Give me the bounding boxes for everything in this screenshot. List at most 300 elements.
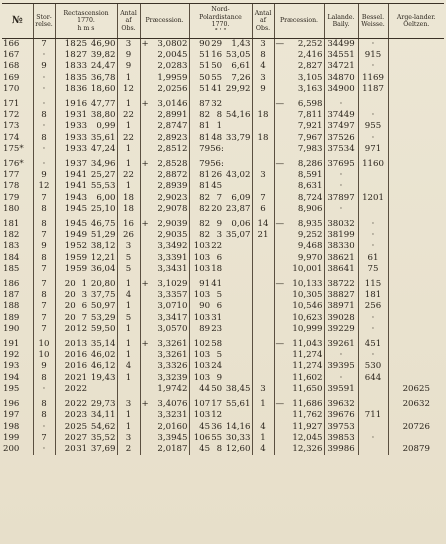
observation-count-obs: 1 <box>125 72 132 83</box>
observation-count-2 <box>252 395 274 410</box>
star-number <box>2 95 33 110</box>
star-number-no: 170 <box>3 83 20 94</box>
magnitude-mag: 7 <box>41 301 47 312</box>
argelander-oeltzen-number <box>388 384 444 395</box>
header-magnitude: Stor-relse. <box>33 4 55 39</box>
star-number-no: 191 <box>3 339 20 350</box>
north-polar-distance <box>189 241 252 252</box>
precession-ra <box>140 361 189 372</box>
precession-ra-p: 3,3357 <box>157 290 188 301</box>
observation-count-obs: 1 <box>125 410 132 421</box>
right-ascension-s: 55,53 <box>90 181 116 192</box>
lalande-baily-number <box>324 324 358 335</box>
magnitude <box>33 84 55 95</box>
north-polar-distance-ds: 38,45 <box>225 383 251 394</box>
lalande-baily-number-lal: · <box>339 372 343 383</box>
observation-count-2-obs2: 3 <box>260 170 266 181</box>
precession-ra-p: 1,9742 <box>157 383 188 394</box>
precession-npd-qs: — <box>275 159 285 170</box>
right-ascension-m: 37 <box>76 159 88 170</box>
argelander-oeltzen-number <box>388 170 444 181</box>
observation-count <box>117 241 140 252</box>
precession-npd <box>274 313 324 324</box>
magnitude <box>33 275 55 290</box>
argelander-oeltzen-number <box>388 433 444 444</box>
argelander-oeltzen-number-arg: 20632 <box>402 399 430 410</box>
precession-ra <box>140 61 189 72</box>
star-number <box>2 110 33 121</box>
magnitude <box>33 215 55 230</box>
north-polar-distance-dm: 58 <box>211 339 223 350</box>
north-polar-distance-ds: 23,87 <box>225 203 251 214</box>
observation-count-2-obs2: 8 <box>260 50 266 61</box>
lalande-baily-number-lal: 38032 <box>327 219 355 230</box>
bessel-weisse-number <box>358 410 388 421</box>
observation-count <box>117 144 140 155</box>
bessel-weisse-number <box>358 73 388 84</box>
lalande-baily-number <box>324 410 358 421</box>
precession-npd-q: 11,602 <box>292 372 323 383</box>
right-ascension-s: 38,12 <box>90 241 116 252</box>
star-number-no: 180 <box>3 203 20 214</box>
north-polar-distance-dm: 32 <box>211 99 223 110</box>
precession-npd <box>274 433 324 444</box>
argelander-oeltzen-number <box>388 290 444 301</box>
north-polar-distance-d: 45 <box>199 443 211 454</box>
observation-count <box>117 410 140 421</box>
precession-ra <box>140 373 189 384</box>
right-ascension-s: 36,78 <box>90 72 116 83</box>
observation-count <box>117 121 140 132</box>
magnitude <box>33 422 55 433</box>
observation-count-obs: 22 <box>123 110 134 121</box>
lalande-baily-number-lal: 39632 <box>327 399 355 410</box>
star-number-no: 178 <box>3 181 20 192</box>
north-polar-distance-ds: 30,33 <box>225 432 251 443</box>
table-row <box>2 121 444 132</box>
precession-ra <box>140 290 189 301</box>
observation-count <box>117 50 140 61</box>
precession-npd-q: 3,105 <box>297 72 323 83</box>
north-polar-distance-ds: 12,60 <box>225 443 251 454</box>
observation-count-obs: 4 <box>125 290 132 301</box>
observation-count-2 <box>252 95 274 110</box>
precession-ra-p: 3,3239 <box>157 372 188 383</box>
lalande-baily-number <box>324 384 358 395</box>
north-polar-distance-d: 103 <box>193 410 211 421</box>
lalande-baily-number <box>324 193 358 204</box>
observation-count-obs: 1 <box>125 339 132 350</box>
precession-ra <box>140 204 189 215</box>
precession-npd-q: 10,305 <box>292 290 323 301</box>
north-polar-distance-dm: 16 <box>211 50 223 61</box>
precession-npd <box>274 422 324 433</box>
north-polar-distance-dm: 9 <box>216 219 223 230</box>
observation-count-2-obs2: 3 <box>260 39 266 49</box>
bessel-weisse-number <box>358 275 388 290</box>
precession-ra-ps: + <box>141 159 149 170</box>
lalande-baily-number-lal: 38722 <box>327 279 355 290</box>
precession-npd <box>274 84 324 95</box>
right-ascension-s: 35,14 <box>90 339 116 350</box>
right-ascension-s: 36,04 <box>90 263 116 274</box>
right-ascension <box>55 144 117 155</box>
star-number-no: 193 <box>3 361 20 372</box>
magnitude-mag: · <box>42 99 46 110</box>
observation-count-obs: 2 <box>125 443 132 454</box>
star-number <box>2 422 33 433</box>
star-number-no: 192 <box>3 350 20 361</box>
bessel-weisse-number <box>358 241 388 252</box>
right-ascension-s: 53,29 <box>90 312 116 323</box>
magnitude-mag: 9 <box>41 241 47 252</box>
right-ascension-s: 25,10 <box>90 203 116 214</box>
precession-ra-p: 2,8939 <box>157 181 188 192</box>
right-ascension-h: 18 <box>64 72 76 83</box>
argelander-oeltzen-number <box>388 110 444 121</box>
observation-count-obs: 1 <box>125 279 132 290</box>
bessel-weisse-number <box>358 181 388 192</box>
header-north-polar-distance-units: ° ' " <box>214 28 227 36</box>
magnitude-mag: 12 <box>38 181 50 192</box>
observation-count-2-obs2: 18 <box>257 132 269 143</box>
right-ascension-s: 34,96 <box>90 159 116 170</box>
argelander-oeltzen-number <box>388 241 444 252</box>
north-polar-distance-d: 103 <box>193 252 211 263</box>
precession-npd-q: 2,827 <box>297 61 323 72</box>
north-polar-distance-dm: 6 <box>216 301 223 312</box>
right-ascension-h: 20 <box>64 383 76 394</box>
argelander-oeltzen-number <box>388 275 444 290</box>
north-polar-distance-ds: 7,26 <box>231 72 251 83</box>
north-polar-distance-d: 87 <box>199 99 211 110</box>
header-right-ascension <box>55 4 117 39</box>
star-number <box>2 121 33 132</box>
argelander-oeltzen-number-arg: 20726 <box>402 421 430 432</box>
right-ascension-m: 45 <box>76 219 88 230</box>
lalande-baily-number <box>324 110 358 121</box>
lalande-baily-number-lal: 39229 <box>327 323 355 334</box>
north-polar-distance-d: 82 <box>199 219 211 230</box>
lalande-baily-number <box>324 373 358 384</box>
bessel-weisse-number <box>358 144 388 155</box>
right-ascension-m: 33 <box>76 61 88 72</box>
observation-count-2 <box>252 241 274 252</box>
bessel-weisse-number <box>358 110 388 121</box>
right-ascension-m: 16 <box>76 99 88 110</box>
right-ascension-h: 18 <box>64 39 76 49</box>
star-number-no: 182 <box>3 230 20 241</box>
bessel-weisse-number-bw: 1187 <box>362 83 384 94</box>
right-ascension-s: 29,73 <box>90 399 116 410</box>
north-polar-distance-dm: 6 <box>216 252 223 263</box>
argelander-oeltzen-number <box>388 350 444 361</box>
right-ascension <box>55 324 117 335</box>
right-ascension <box>55 193 117 204</box>
observation-count-obs: 1 <box>125 301 132 312</box>
north-polar-distance-d: 106 <box>193 432 211 443</box>
north-polar-distance <box>189 301 252 312</box>
table-row <box>2 373 444 384</box>
lalande-baily-number-lal: 37497 <box>327 121 355 132</box>
star-number <box>2 39 33 51</box>
north-polar-distance <box>189 110 252 121</box>
observation-count-2 <box>252 39 274 51</box>
observation-count <box>117 373 140 384</box>
table-row <box>2 350 444 361</box>
table-row <box>2 241 444 252</box>
star-number <box>2 264 33 275</box>
right-ascension-h: 20 <box>64 372 76 383</box>
precession-npd-q: 12,326 <box>292 443 323 454</box>
right-ascension-m: 33 <box>76 121 88 132</box>
right-ascension <box>55 350 117 361</box>
right-ascension <box>55 264 117 275</box>
observation-count-2 <box>252 373 274 384</box>
bessel-weisse-number <box>358 264 388 275</box>
precession-npd <box>274 241 324 252</box>
magnitude-mag: 9 <box>41 170 47 181</box>
observation-count <box>117 290 140 301</box>
lalande-baily-number-lal: 34900 <box>327 83 355 94</box>
right-ascension-m: 3 <box>81 290 88 301</box>
observation-count <box>117 264 140 275</box>
bessel-weisse-number <box>358 395 388 410</box>
north-polar-distance <box>189 335 252 350</box>
north-polar-distance-d: 50 <box>199 72 211 83</box>
table-row <box>2 313 444 324</box>
bessel-weisse-number <box>358 384 388 395</box>
magnitude <box>33 301 55 312</box>
argelander-oeltzen-number <box>388 204 444 215</box>
observation-count-2 <box>252 384 274 395</box>
lalande-baily-number-lal: 39591 <box>327 383 355 394</box>
magnitude <box>33 50 55 61</box>
argelander-oeltzen-number <box>388 84 444 95</box>
right-ascension-h: 19 <box>64 159 76 170</box>
observation-count-2 <box>252 264 274 275</box>
lalande-baily-number-lal: 38621 <box>327 252 355 263</box>
bessel-weisse-number <box>358 324 388 335</box>
argelander-oeltzen-number <box>388 395 444 410</box>
magnitude <box>33 241 55 252</box>
observation-count <box>117 193 140 204</box>
magnitude-mag: 7 <box>41 323 47 334</box>
magnitude-mag: 7 <box>41 279 47 290</box>
precession-npd <box>274 121 324 132</box>
right-ascension-m: 41 <box>76 170 88 181</box>
north-polar-distance <box>189 350 252 361</box>
precession-ra-p: 3,3231 <box>157 410 188 421</box>
magnitude-mag: · <box>42 121 46 132</box>
observation-count <box>117 95 140 110</box>
magnitude <box>33 335 55 350</box>
precession-ra-p: 2,8991 <box>157 110 188 121</box>
table-row <box>2 215 444 230</box>
precession-ra-p: 3,3492 <box>157 241 188 252</box>
star-number <box>2 313 33 324</box>
precession-ra <box>140 253 189 264</box>
lalande-baily-number <box>324 290 358 301</box>
observation-count-obs: 9 <box>125 61 132 72</box>
observation-count-obs: 3 <box>125 39 132 49</box>
observation-count-2 <box>252 73 274 84</box>
argelander-oeltzen-number <box>388 313 444 324</box>
magnitude-mag: 9 <box>41 361 47 372</box>
right-ascension-s: 47,77 <box>90 99 116 110</box>
precession-npd-q: 9,252 <box>297 230 323 241</box>
observation-count-2 <box>252 155 274 170</box>
right-ascension-h: 20 <box>64 410 76 421</box>
lalande-baily-number-lal: 34551 <box>327 50 355 61</box>
right-ascension-m: 31 <box>76 443 88 454</box>
observation-count <box>117 335 140 350</box>
bessel-weisse-number-bw: 61 <box>367 252 379 263</box>
header-row <box>2 4 444 39</box>
bessel-weisse-number-bw: 711 <box>364 410 382 421</box>
star-number-no: 169 <box>3 72 20 83</box>
right-ascension-h: 20 <box>64 421 76 432</box>
magnitude-mag: 10 <box>38 339 50 350</box>
precession-npd <box>274 290 324 301</box>
observation-count-obs: 3 <box>125 241 132 252</box>
star-number <box>2 215 33 230</box>
bessel-weisse-number-bw: · <box>371 312 375 323</box>
star-number-no: 179 <box>3 192 20 203</box>
precession-npd-q: 10,546 <box>292 301 323 312</box>
right-ascension-h: 19 <box>64 192 76 203</box>
precession-ra <box>140 275 189 290</box>
right-ascension-m: 25 <box>76 421 88 432</box>
right-ascension-s: 46,75 <box>90 219 116 230</box>
observation-count-obs: 5 <box>125 263 132 274</box>
table-row <box>2 155 444 170</box>
bessel-weisse-number-bw: 644 <box>364 372 382 383</box>
table-row <box>2 39 444 51</box>
observation-count <box>117 170 140 181</box>
right-ascension-s: 39,82 <box>90 50 116 61</box>
north-polar-distance-dm: 41 <box>211 83 223 94</box>
star-number-no: 181 <box>3 219 20 230</box>
observation-count-obs: 4 <box>125 361 132 372</box>
observation-count-obs: 5 <box>125 252 132 263</box>
observation-count-2 <box>252 290 274 301</box>
right-ascension <box>55 253 117 264</box>
observation-count-obs: 12 <box>123 83 134 94</box>
north-polar-distance <box>189 61 252 72</box>
observation-count <box>117 324 140 335</box>
precession-ra-ps: + <box>141 339 149 350</box>
argelander-oeltzen-number <box>388 73 444 84</box>
observation-count-2 <box>252 230 274 241</box>
observation-count <box>117 422 140 433</box>
magnitude <box>33 155 55 170</box>
right-ascension <box>55 230 117 241</box>
lalande-baily-number <box>324 95 358 110</box>
right-ascension-s: 59,50 <box>90 323 116 334</box>
right-ascension-h: 19 <box>64 99 76 110</box>
observation-count-2 <box>252 110 274 121</box>
star-number-no: 177 <box>3 170 20 181</box>
north-polar-distance-d: 82 <box>199 110 211 121</box>
precession-npd <box>274 193 324 204</box>
north-polar-distance <box>189 433 252 444</box>
bessel-weisse-number <box>358 350 388 361</box>
lalande-baily-number-lal: 37534 <box>327 143 355 154</box>
precession-npd <box>274 335 324 350</box>
precession-ra <box>140 133 189 144</box>
magnitude <box>33 133 55 144</box>
precession-ra-p: 2,8528 <box>157 159 188 170</box>
lalande-baily-number-lal: 38199 <box>327 230 355 241</box>
bessel-weisse-number-bw: 1169 <box>362 72 384 83</box>
north-polar-distance-d: 81 <box>199 132 211 143</box>
lalande-baily-number <box>324 313 358 324</box>
star-number <box>2 350 33 361</box>
precession-ra-p: 3,0570 <box>157 323 188 334</box>
bessel-weisse-number-bw: 915 <box>364 50 382 61</box>
precession-ra <box>140 193 189 204</box>
north-polar-distance-d: 82 <box>199 192 211 203</box>
lalande-baily-number <box>324 350 358 361</box>
observation-count-2 <box>252 181 274 192</box>
argelander-oeltzen-number <box>388 95 444 110</box>
observation-count <box>117 61 140 72</box>
bessel-weisse-number-bw: · <box>371 350 375 361</box>
table-row <box>2 95 444 110</box>
precession-ra-ps: + <box>141 39 149 49</box>
argelander-oeltzen-number <box>388 324 444 335</box>
argelander-oeltzen-number <box>388 39 444 51</box>
observation-count-2 <box>252 444 274 455</box>
magnitude-mag: · <box>42 383 46 394</box>
bessel-weisse-number <box>358 84 388 95</box>
right-ascension <box>55 361 117 372</box>
north-polar-distance-d: 90 <box>199 301 211 312</box>
bessel-weisse-number-bw: 1160 <box>362 159 384 170</box>
precession-npd-q: 8,935 <box>297 219 323 230</box>
precession-ra <box>140 241 189 252</box>
star-number-no: 200 <box>3 443 20 454</box>
lalande-baily-number-lal: 37449 <box>327 110 355 121</box>
bessel-weisse-number <box>358 301 388 312</box>
right-ascension-h: 20 <box>64 339 76 350</box>
right-ascension-h: 18 <box>64 83 76 94</box>
lalande-baily-number-lal: · <box>339 99 343 110</box>
north-polar-distance <box>189 264 252 275</box>
bessel-weisse-number <box>358 133 388 144</box>
precession-npd <box>274 170 324 181</box>
precession-ra-p: 3,1029 <box>157 279 188 290</box>
observation-count-obs: 1 <box>125 121 132 132</box>
precession-npd-q: 9,468 <box>297 241 323 252</box>
right-ascension-m: 25 <box>76 39 88 49</box>
right-ascension-s: 54,62 <box>90 421 116 432</box>
north-polar-distance-dm: 24 <box>211 361 223 372</box>
north-polar-distance-dm: 55 <box>211 432 223 443</box>
right-ascension-m: 22 <box>76 383 88 394</box>
precession-npd <box>274 230 324 241</box>
bessel-weisse-number-bw: 1201 <box>362 192 384 203</box>
right-ascension-m: 6 <box>81 301 88 312</box>
argelander-oeltzen-number <box>388 230 444 241</box>
north-polar-distance-ds: 43,02 <box>225 170 251 181</box>
right-ascension-s: 35,61 <box>90 132 116 143</box>
north-polar-distance-dm: 31 <box>211 312 223 323</box>
observation-count-2 <box>252 361 274 372</box>
north-polar-distance-d: 51 <box>199 50 211 61</box>
argelander-oeltzen-number <box>388 50 444 61</box>
